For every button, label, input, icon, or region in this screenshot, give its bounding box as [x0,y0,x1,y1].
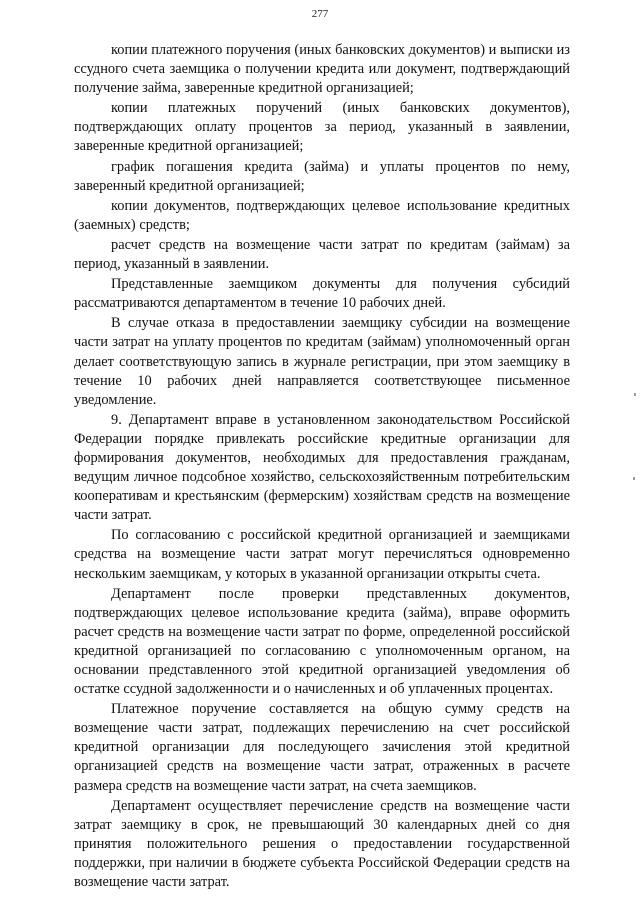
paragraph-payment-orders-interest: копии платежных поручений (иных банковских документов), подтверждающих оплату процентов за период, указанный в заявлении, заверенные кредитной организацией; [74,100,570,155]
paragraph-repayment-schedule: график погашения кредита (займа) и уплаты процентов по нему, заверенный кредитной организацией; [74,158,570,194]
scan-artifact [634,393,636,396]
paragraph-multiple-borrowers: По согласованию с российской кредитной организацией и заемщиками средства на возмещение части затрат могут перечисляться одновременно нескольким заемщикам, у которых в указанной организации открыты счета. [74,527,570,582]
scan-artifact [633,477,635,480]
page-number: 277 [311,8,329,20]
paragraph-transfer-deadline: Департамент осуществляет перечисление средств на возмещение части затрат заемщику в срок, не превышающий 30 календарных дней со дня принятия положительного решения о предоставлении государственной поддержки, при наличии в бюджете субъекта Российской Федерации средств на возмещение части затрат. [74,797,570,891]
paragraph-section-9: 9. Департамент вправе в установленном законодательством Российской Федерации порядке привлекать российские кредитные организации для формирования документов, необходимых для предоставления гражданам, ведущим личное подсобное хозяйство, сельскохозяйственным потребительским кооперативам и крестьянским (фермерским) хозяйствам средств на возмещение части затрат. [74,411,570,524]
document-body [74,41,570,893]
paragraph-department-verification: Департамент после проверки представленных документов, подтверждающих целевое использование кредита (займа), вправе оформить расчет средств на возмещение части затрат по форме, определенной российской кредитной организацией по согласованию с уполномоченным органом, на основании представленного этой кредитной организацией уведомления об остатке ссудной задолженности и о начисленных и об уплаченных процентах. [74,585,570,698]
paragraph-calculation: расчет средств на возмещение части затрат по кредитам (займам) за период, указанный в заявлении. [74,236,570,273]
paragraph-payment-order-copies: копии платежного поручения (иных банковских документов) и выписки из ссудного счета заемщика о получении кредита или документ, подтверждающий получение займа, заверенные кредитной организацией; [74,42,570,97]
paragraph-payment-order-total: Платежное поручение составляется на общую сумму средств на возмещение части затрат, подлежащих перечислению на счет российской кредитной организации для последующего зачисления этой кредитной организацией средств на возмещение части затрат, отраженных в расчете размера средств на возмещение части затрат, на счета заемщиков. [74,701,570,794]
paragraph-refusal: В случае отказа в предоставлении заемщику субсидии на возмещение части затрат на уплату процентов по кредитам (займам) уполномоченный орган делает соответствующую запись в журнале регистрации, при этом заемщику в течение 10 рабочих дней направляется соответствующее письменное уведомление. [74,315,570,408]
paragraph-review-period: Представленные заемщиком документы для получения субсидий рассматриваются департаментом в течение 10 рабочих дней. [74,276,570,312]
paragraph-target-use-documents: копии документов, подтверждающих целевое использование кредитных (заемных) средств; [74,197,570,233]
